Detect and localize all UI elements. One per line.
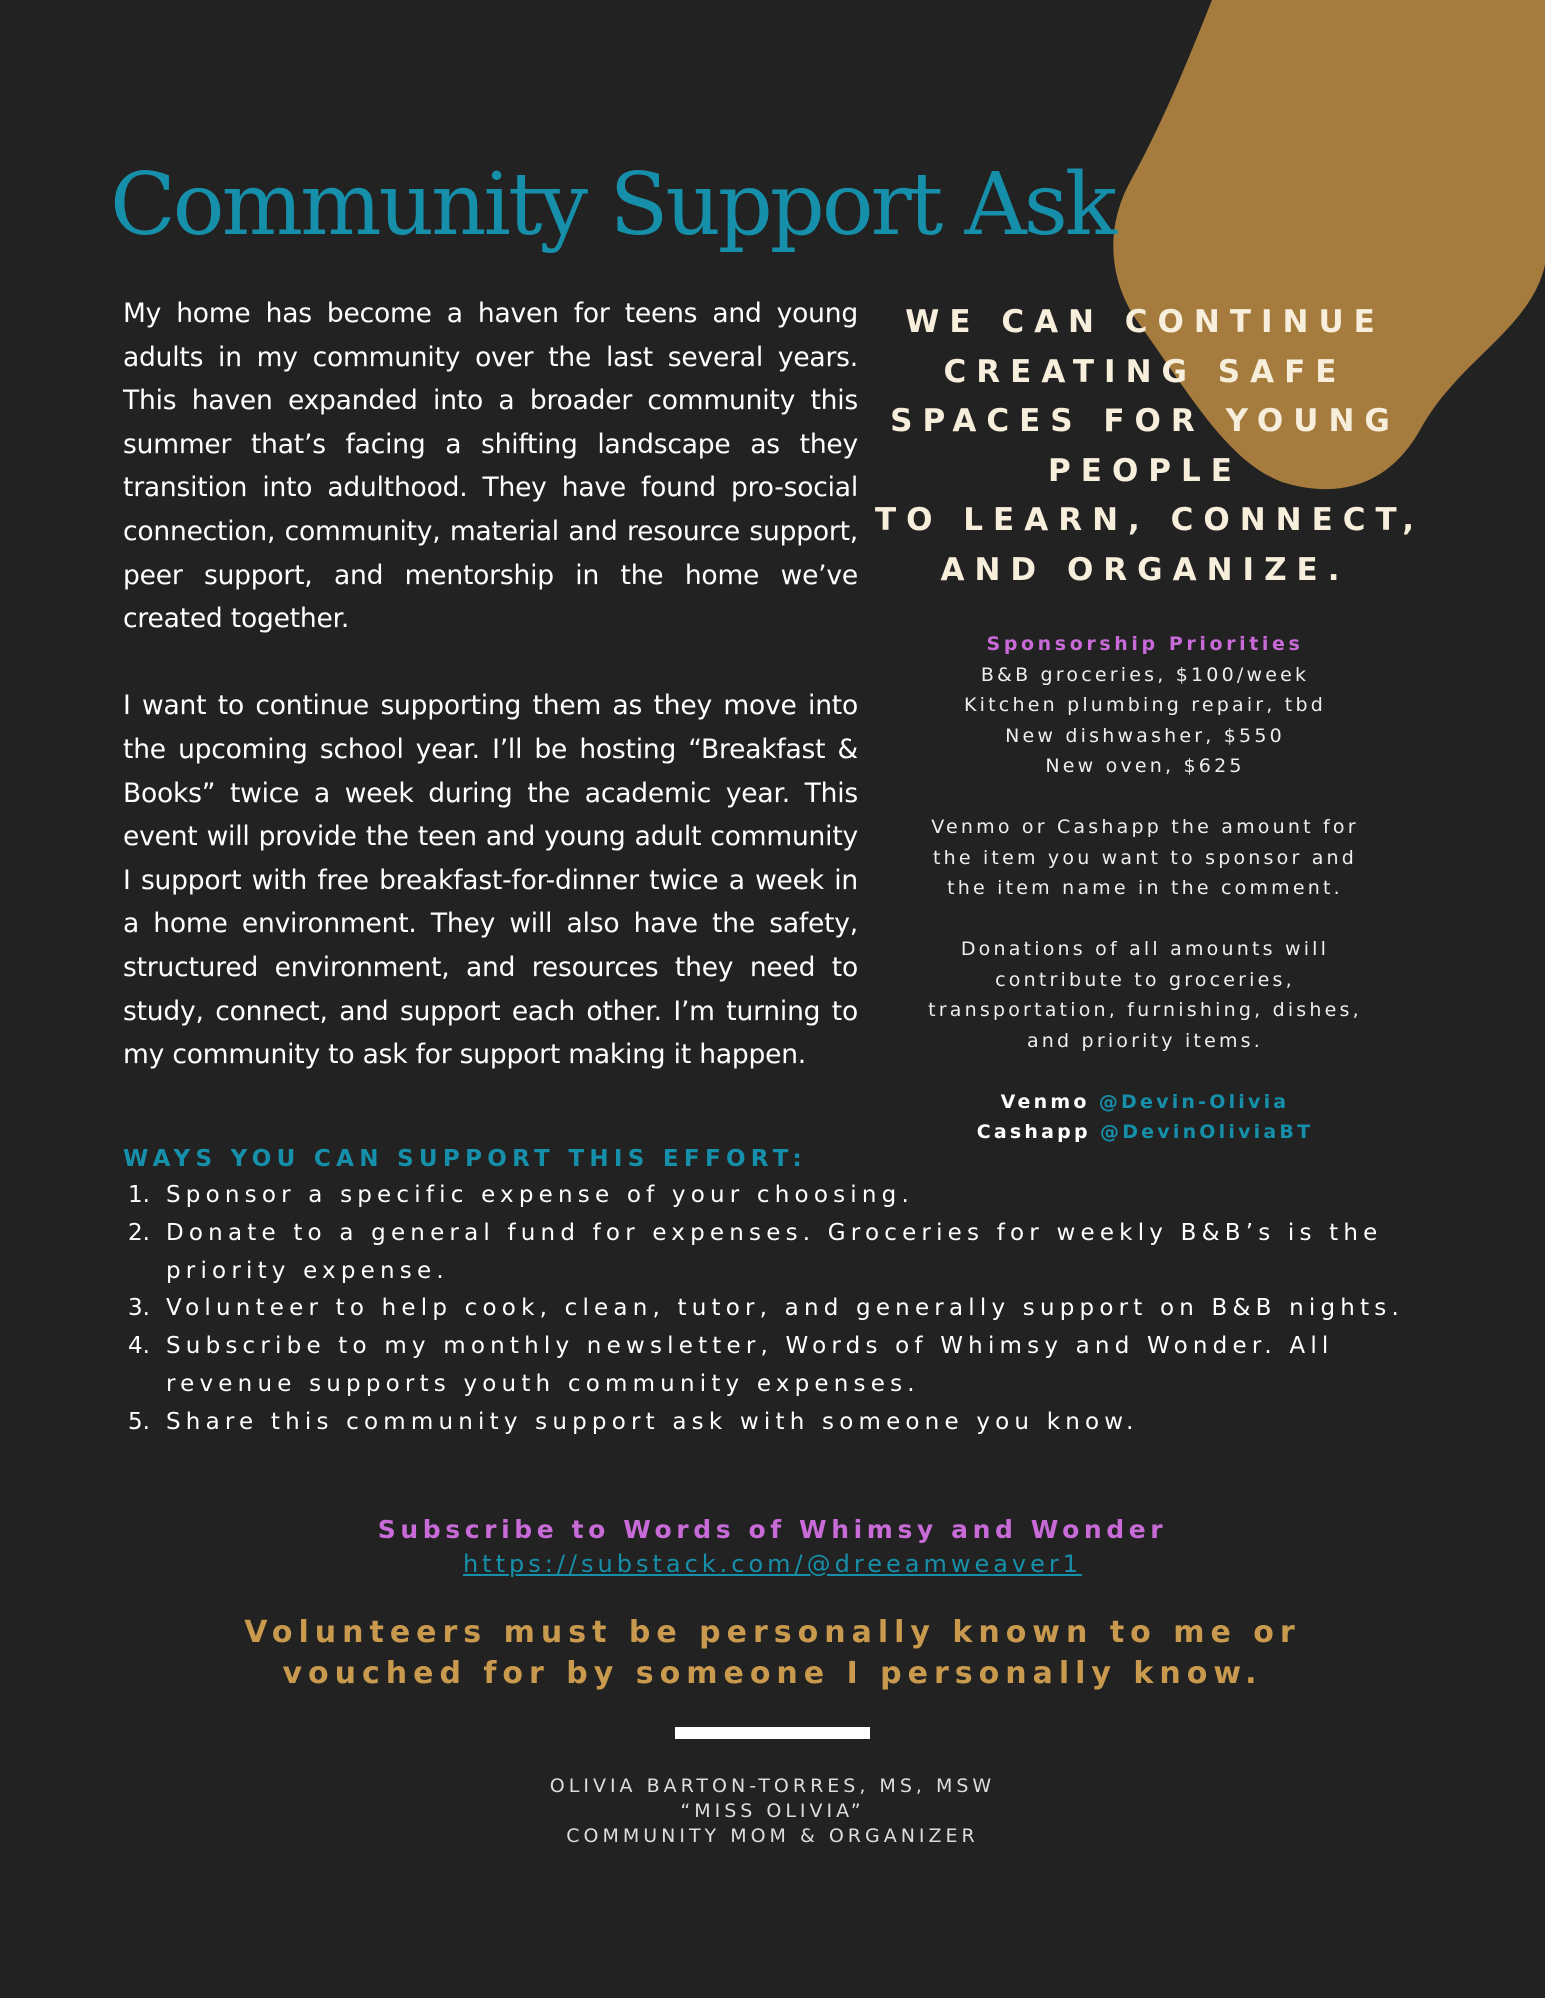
list-item	[128, 1290, 1438, 1328]
donations-note: Donations of all amounts will	[960, 938, 1330, 960]
ways-list	[128, 1177, 1438, 1442]
sponsorship-item: B&B groceries, $100/week	[980, 663, 1310, 686]
sponsorship-item: New dishwasher, $550	[1005, 724, 1285, 747]
venmo-label: Venmo	[1000, 1090, 1090, 1113]
donations-note: transportation, furnishing, dishes,	[928, 999, 1362, 1021]
intro-paragraph: I want to continue supporting them as they move into the upcoming school year. I’ll be hosting “Breakfast & Books” twice a week during the academic year. This event will provide the teen and young adult community I support with free breakfast-for-dinner twice a week in a home environment. They will also have the safety, structured environment, and resources they need to study, connect, and support each other. I’m turning to my community to ask for support making it happen.	[123, 690, 858, 1071]
tagline	[875, 298, 1425, 595]
sponsorship-heading: Sponsorship Priorities	[986, 633, 1304, 655]
tagline-line: SPACES FOR YOUNG	[890, 403, 1400, 439]
payment-instructions: the item name in the comment.	[947, 877, 1343, 899]
list-item-text: Share this community support ask with someone you know.	[166, 1408, 1139, 1435]
list-item-text: Donate to a general fund for expenses. Groceries for weekly B&B’s is the priority expense.	[166, 1219, 1383, 1284]
tagline-line: TO LEARN, CONNECT,	[875, 502, 1425, 538]
sponsorship-item: New oven, $625	[1045, 755, 1245, 777]
list-item-number: 2.	[128, 1219, 150, 1246]
donations-note: and priority items.	[1026, 1029, 1264, 1052]
volunteer-note-line: Volunteers must be personally known to me or	[244, 1615, 1301, 1650]
venmo-handle[interactable]: @Devin-Olivia	[1098, 1090, 1290, 1113]
newsletter-link[interactable]: https://substack.com/@dreeamweaver1	[462, 1550, 1083, 1578]
newsletter-block	[0, 1513, 1545, 1581]
list-item-number: 4.	[128, 1333, 150, 1360]
volunteer-note	[0, 1612, 1545, 1694]
list-item-number: 5.	[128, 1408, 150, 1435]
payment-instructions: Venmo or Cashapp the amount for	[931, 816, 1359, 838]
cashapp-row	[880, 1117, 1410, 1148]
sponsorship-item: Kitchen plumbing repair, tbd	[964, 694, 1326, 716]
tagline-line: WE CAN CONTINUE	[905, 304, 1385, 340]
spacer	[880, 904, 1410, 935]
payment-instructions: the item you want to sponsor and	[932, 846, 1358, 869]
cashapp-handle[interactable]: @DevinOliviaBT	[1100, 1121, 1314, 1143]
list-item-text: Subscribe to my monthly newsletter, Words of Whimsy and Wonder. All revenue supports youth community expenses.	[166, 1333, 1334, 1397]
list-item	[128, 1177, 1438, 1215]
signature-name: OLIVIA BARTON-TORRES, MS, MSW	[549, 1775, 996, 1797]
list-item-text: Sponsor a specific expense of your choosing.	[166, 1182, 914, 1208]
ways-heading: WAYS YOU CAN SUPPORT THIS EFFORT:	[123, 1146, 808, 1172]
list-item-number: 1.	[128, 1182, 150, 1208]
list-item	[128, 1404, 1438, 1442]
intro-paragraph: My home has become a haven for teens and young adults in my community over the last several years. This haven expanded into a broader community this summer that’s facing a shifting landscape as they transition into adulthood. They have found pro-social connection, community, material and resource support, peer support, and mentorship in the home we’ve created together.	[123, 298, 858, 635]
tagline-line: CREATING SAFE	[943, 353, 1347, 390]
divider	[675, 1727, 870, 1739]
sponsorship-sidebar	[880, 629, 1410, 1148]
intro-text	[123, 292, 858, 1077]
donations-note: contribute to groceries,	[995, 968, 1295, 991]
newsletter-title: Subscribe to Words of Whimsy and Wonder	[377, 1515, 1168, 1544]
signature-role: COMMUNITY MOM & ORGANIZER	[566, 1825, 979, 1847]
signature-nickname: “MISS OLIVIA”	[680, 1800, 865, 1822]
list-item	[128, 1215, 1438, 1291]
cashapp-label: Cashapp	[976, 1121, 1091, 1143]
spacer	[880, 1056, 1410, 1087]
list-item	[128, 1328, 1438, 1404]
tagline-line: PEOPLE	[1048, 452, 1242, 489]
list-item-text: Volunteer to help cook, clean, tutor, and generally support on B&B nights.	[166, 1295, 1405, 1322]
volunteer-note-line: vouched for by someone I personally know.	[282, 1656, 1263, 1691]
tagline-line: AND ORGANIZE.	[940, 551, 1350, 588]
list-item-number: 3.	[128, 1295, 150, 1322]
venmo-row	[880, 1087, 1410, 1118]
page-title: Community Support Ask	[110, 155, 1114, 255]
spacer	[880, 782, 1410, 813]
signature	[0, 1774, 1545, 1849]
